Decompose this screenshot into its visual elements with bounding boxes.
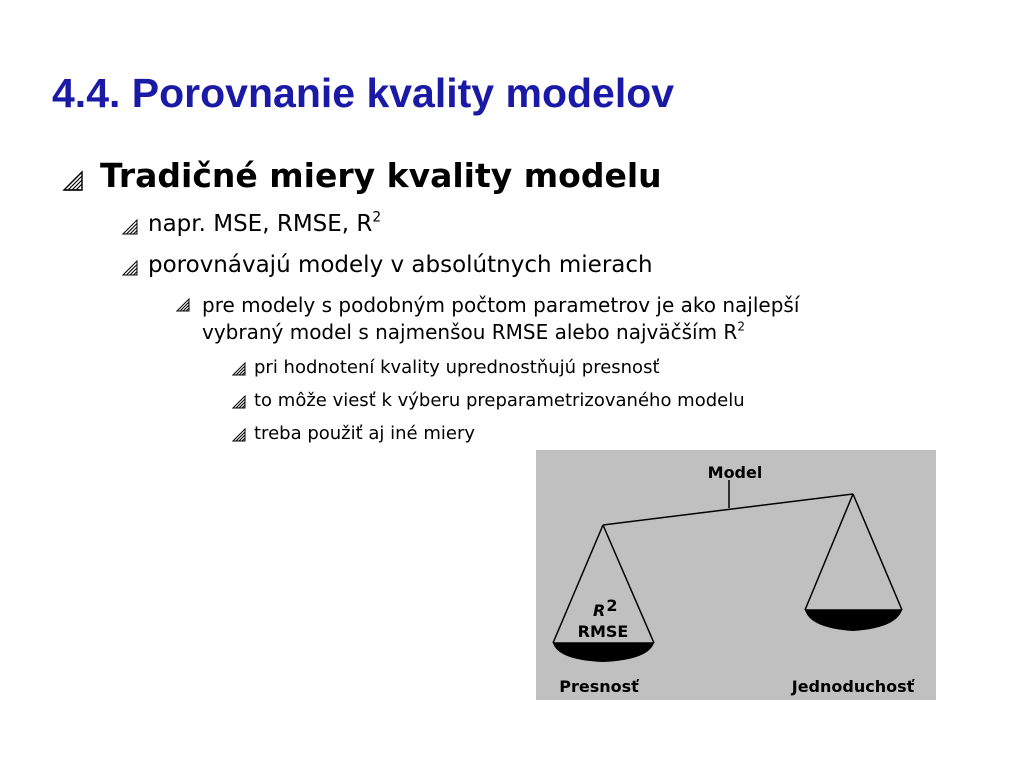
accuracy-caption: Presnosť: [559, 677, 639, 696]
hatched-triangle-bullet-icon: [122, 219, 140, 235]
bullet-text: treba použiť aj iné miery: [254, 423, 476, 444]
hatched-triangle-bullet-icon: [122, 260, 140, 276]
r-squared-label: R2: [593, 596, 618, 620]
right-pan-cone: [805, 494, 902, 610]
model-label: Model: [707, 463, 763, 482]
simplicity-caption: Jednoduchosť: [791, 677, 915, 696]
hatched-triangle-bullet-icon: [232, 395, 248, 409]
balance-scale-figure: [536, 450, 936, 700]
hatched-triangle-bullet-icon: [176, 298, 192, 312]
left-pan-bowl: [553, 643, 654, 662]
bullet-text: to môže viesť k výberu preparametrizovaného modelu: [254, 390, 745, 411]
bullet-text: pri hodnotení kvality uprednostňujú presnosť: [254, 357, 660, 378]
hatched-triangle-bullet-icon: [232, 428, 248, 442]
bullet-text: pre modely s podobným počtom parametrov je ako najlepší vybraný model s najmenšou RMSE alebo najväčším $R^2$: [202, 293, 800, 344]
page-title: 4.4. Porovnanie kvality modelov: [52, 70, 675, 116]
right-pan-bowl: [805, 610, 902, 631]
hatched-triangle-bullet-icon: [232, 362, 248, 376]
rmse-label: RMSE: [577, 622, 629, 641]
hatched-triangle-bullet-icon: [62, 170, 86, 192]
scale-beam: [603, 494, 853, 525]
bullet-text: napr. MSE, RMSE, $R^2$: [148, 209, 382, 237]
bullet-text: Tradičné miery kvality modelu: [100, 156, 662, 195]
bullet-text: porovnávajú modely v absolútnych mierach: [148, 252, 653, 278]
